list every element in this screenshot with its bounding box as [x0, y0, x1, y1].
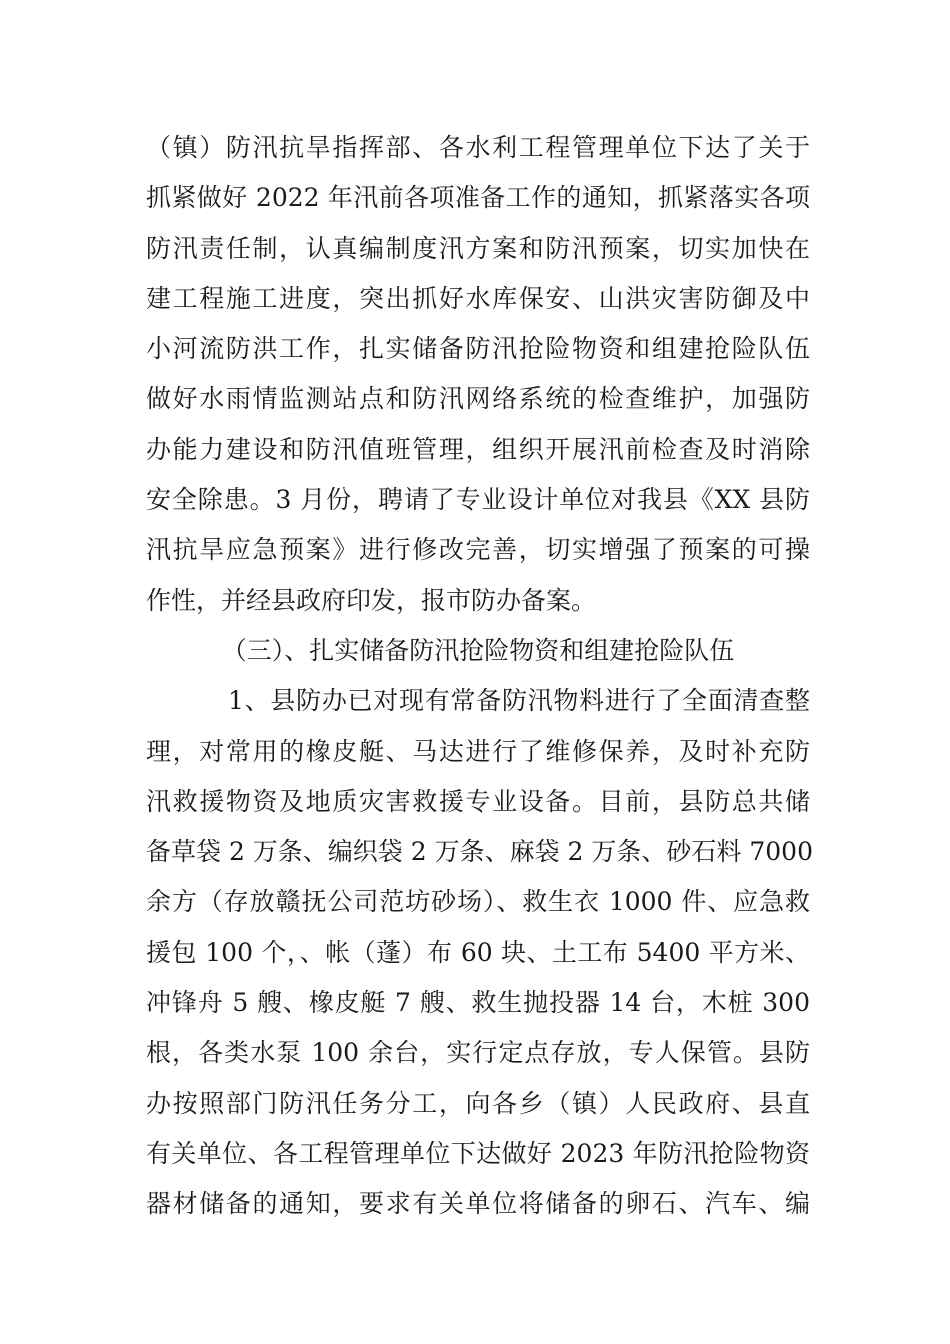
- text-line: 汛抗旱应急预案》进行修改完善，切实增强了预案的可操: [146, 535, 810, 565]
- text-line: 备草袋 2 万条、编织袋 2 万条、麻袋 2 万条、砂石料 7000: [146, 837, 813, 867]
- text-line: 办按照部门防汛任务分工，向各乡（镇）人民政府、县直: [146, 1088, 810, 1118]
- text-line: 余方（存放赣抚公司范坊砂场）、救生衣 1000 件、应急救: [146, 887, 810, 917]
- paragraph-2: [146, 676, 813, 1229]
- section-heading: （三）、扎实储备防汛抢险物资和组建抢险队伍: [221, 635, 735, 665]
- text-line: （镇）防汛抗旱指挥部、各水利工程管理单位下达了关于: [146, 133, 810, 162]
- text-line: 做好水雨情监测站点和防汛网络系统的检查维护，加强防: [146, 384, 810, 414]
- text-line: 作性，并经县政府印发，报市防办备案。: [146, 585, 597, 615]
- text-line: 安全除患。3 月份，聘请了专业设计单位对我县《XX 县防: [146, 485, 810, 515]
- text-line: 冲锋舟 5 艘、橡皮艇 7 艘、救生抛投器 14 台，木桩 300: [146, 988, 810, 1018]
- text-line: 小河流防洪工作，扎实储备防汛抢险物资和组建抢险队伍: [146, 334, 810, 364]
- text-line: 防汛责任制，认真编制度汛方案和防汛预案，切实加快在: [146, 233, 810, 263]
- text-line: 援包 100 个，、帐（蓬）布 60 块、土工布 5400 平方米、: [146, 937, 810, 967]
- text-line: 抓紧做好 2022 年汛前各项准备工作的通知，抓紧落实各项: [146, 183, 810, 213]
- text-line: 建工程施工进度，突出抓好水库保安、山洪灾害防御及中: [146, 283, 810, 313]
- text-line: 根，各类水泵 100 余台，实行定点存放，专人保管。县防: [146, 1038, 810, 1068]
- text-line: 器材储备的通知，要求有关单位将储备的卵石、汽车、编: [146, 1189, 810, 1219]
- paragraph-1: [146, 123, 810, 626]
- text-line: 办能力建设和防汛值班管理，组织开展汛前检查及时消除: [146, 434, 810, 464]
- document-body: [146, 123, 813, 1230]
- text-line: 1、县防办已对现有常备防汛物料进行了全面清查整: [228, 686, 810, 716]
- text-line: 有关单位、各工程管理单位下达做好 2023 年防汛抢险物资: [146, 1138, 810, 1168]
- text-line: 理，对常用的橡皮艇、马达进行了维修保养，及时补充防: [146, 736, 810, 766]
- text-line: 汛救援物资及地质灾害救援专业设备。目前，县防总共储: [146, 786, 810, 816]
